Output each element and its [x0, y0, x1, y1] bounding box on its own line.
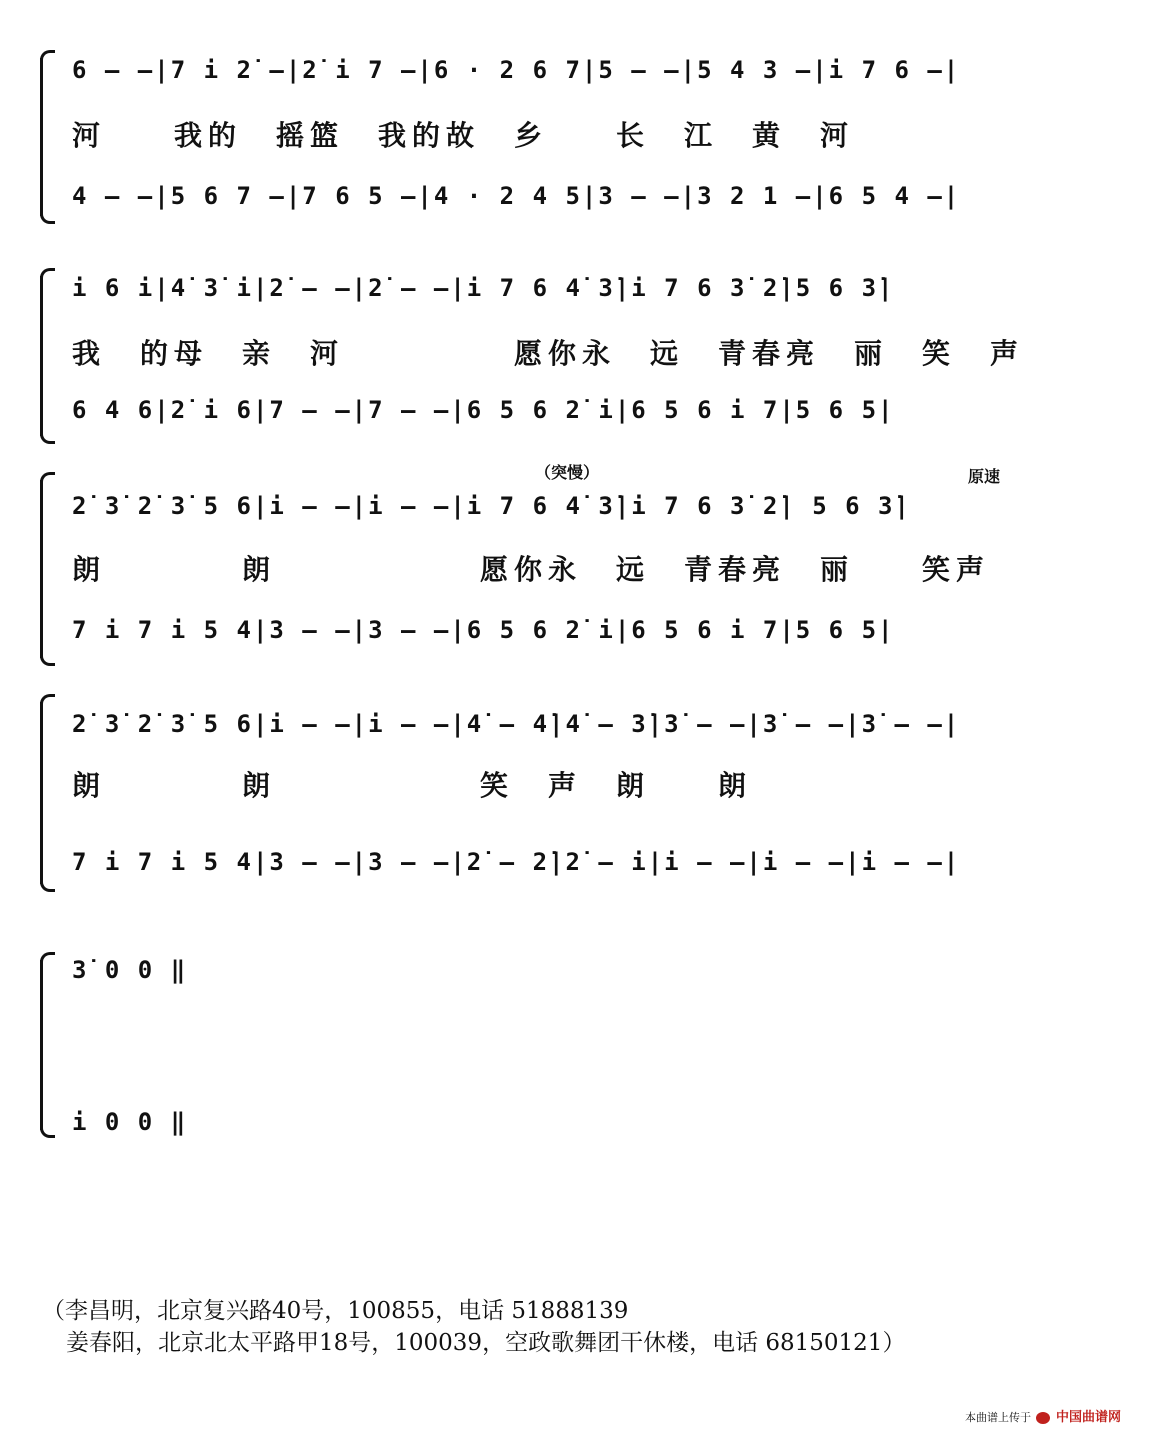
lower-voice-notes: 7 i 7 i 5 4|3 — —|3 — —|6 5 6 2̇ i|6 5 6 i 7|5 6 5| [72, 616, 895, 644]
upper-voice-notes: 2̇ 3̇ 2̇ 3̇ 5 6|i — —|i — —|4̇ — 4̇|4̇ — 3̇|3̇ — —|3̇ — —|3̇ — —| [72, 710, 961, 738]
system-bracket [40, 276, 57, 436]
contact-line-1: （李昌明，北京复兴路40号，100855，电话 51888139 [42, 1298, 629, 1324]
system-bracket [40, 58, 57, 216]
upper-voice-notes: 2̇ 3̇ 2̇ 3̇ 5 6|i — —|i — —|i 7 6 4̇ 3̇|i 7 6 3̇ 2̇| 5 6 3̇| [72, 492, 911, 520]
tempo-return-marking: 原速 [968, 467, 1001, 486]
tempo-slow-marking: （突慢） [535, 463, 600, 482]
upper-voice-notes: 6 — —|7 i 2̇ —|2̇ i 7 —|6 · 2 6 7|5 — —|5 4 3 —|i 7 6 —| [72, 56, 961, 84]
lyrics-line: 我 的母 亲 河 愿你永 远 青春亮 丽 笑 声 [72, 337, 1025, 370]
lower-voice-notes: 6 4 6|2̇ i 6|7 — —|7 — —|6 5 6 2̇ i|6 5 6 i 7|5 6 5| [72, 396, 895, 424]
credit-brand: 中国曲谱网 [1055, 1410, 1121, 1425]
system-bracket [40, 480, 57, 658]
system-2 [40, 260, 1130, 450]
system-bracket [40, 702, 57, 884]
site-logo-icon [1036, 1412, 1050, 1424]
lower-voice-notes: 4 — —|5 6 7 —|7 6 5 —|4 · 2 4 5|3 — —|3 2 1 —|6 5 4 —| [72, 182, 961, 210]
system-3 [40, 460, 1130, 670]
contact-line-2: 姜春阳，北京北太平路甲18号，100039，空政歌舞团干休楼，电话 68150121） [66, 1330, 906, 1356]
lyrics-line: 朗 朗 愿你永 远 青春亮 丽 笑声 [72, 553, 991, 586]
credit-text: 本曲谱上传于 [964, 1411, 1031, 1424]
lyrics-line: 朗 朗 笑 声 朗 朗 [72, 769, 753, 802]
upper-voice-notes: i 6 i|4̇ 3̇ i|2̇ — —|2̇ — —|i 7 6 4̇ 3̇|i 7 6 3̇ 2̇|5 6 3̇| [72, 274, 895, 302]
lyrics-line: 河 我的 摇篮 我的故 乡 长 江 黄 河 [72, 119, 855, 152]
lower-voice-notes: 7 i 7 i 5 4|3 — —|3 — —|2̇ — 2̇|2̇ — i|i — —|i — —|i — —| [72, 848, 961, 876]
system-1 [40, 40, 1130, 230]
upper-voice-notes: 3̇ 0 0 ‖ [72, 956, 188, 984]
system-bracket [40, 960, 57, 1130]
system-5 [40, 940, 1130, 1140]
system-4 [40, 690, 1130, 900]
upload-credit [965, 1406, 1121, 1425]
lower-voice-notes: i 0 0 ‖ [72, 1108, 188, 1136]
